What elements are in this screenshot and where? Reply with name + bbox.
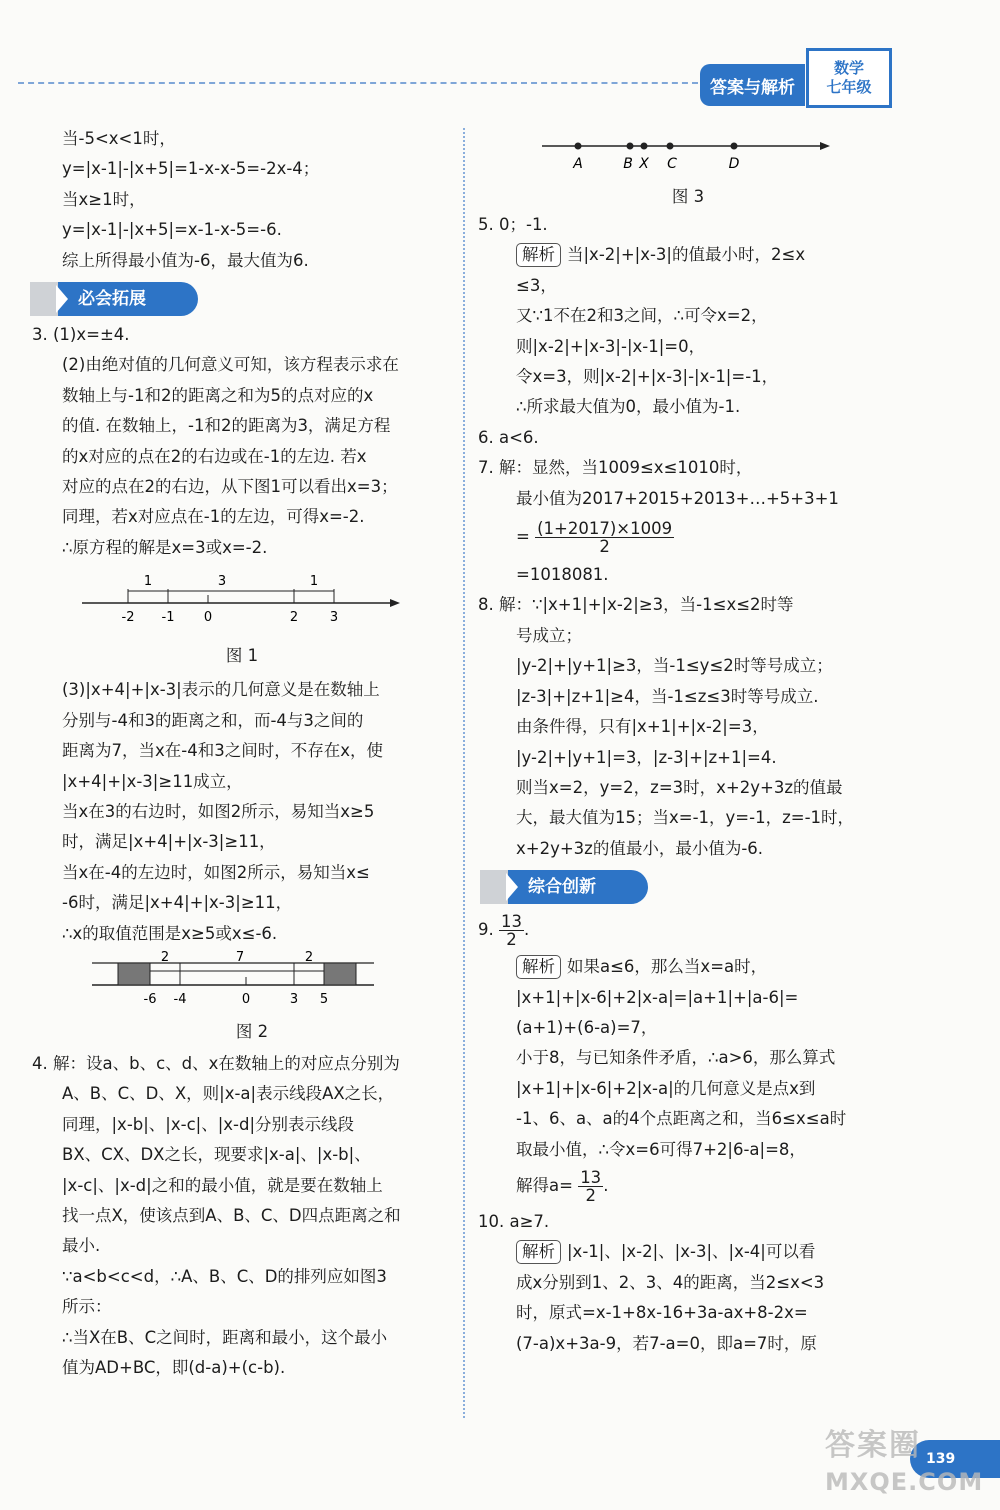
text-line: 解析 当|x-2|+|x-3|的值最小时，2≤x: [478, 240, 898, 270]
text-line: (2)由绝对值的几何意义可知，该方程表示求在: [62, 355, 399, 375]
text-line: 同理，若x对应点在-1的左边，可得x=-2.: [62, 507, 365, 527]
span-label: 3: [217, 574, 227, 590]
text-line: BX、CX、DX之长，现要求|x-a|、|x-b|、: [62, 1145, 371, 1165]
text-line: |y-2|+|y+1|≥3，当-1≤y≤2时等号成立；: [516, 656, 833, 676]
header-grade: 七年级: [826, 78, 872, 96]
text-line: 8. 解：∵|x+1|+|x-2|≥3，当-1≤x≤2时等: [478, 595, 794, 615]
text-line: |x+1|+|x-6|+2|x-a|的几何意义是点x到: [516, 1078, 816, 1098]
text-line: 综上所得最小值为-6，最大值为6.: [62, 250, 309, 270]
text-line: 同理，|x-b|、|x-c|、|x-d|分别表示线段: [62, 1114, 355, 1134]
watermark: [825, 1420, 995, 1506]
right-column: [478, 124, 898, 1359]
section-header-bihui: [30, 282, 200, 316]
chevron-icon: [56, 285, 68, 313]
text-line: ∴当X在B、C之间时，距离和最小，这个最小: [62, 1327, 388, 1347]
jiexi-tag: 解析: [516, 1240, 561, 1264]
text-line: 解析 |x-1|、|x-2|、|x-3|、|x-4|可以看: [478, 1237, 898, 1267]
text-line: 值为AD+BC，即(d-a)+(c-b).: [62, 1358, 286, 1377]
jiexi-tag: 解析: [516, 243, 561, 267]
text-line: 找一点X，使该点到A、B、C、D四点距离之和: [62, 1205, 401, 1225]
text-line: |z-3|+|z+1|≥4，当-1≤z≤3时等号成立.: [516, 686, 819, 706]
span-label: 1: [143, 574, 153, 590]
page-number: 139: [910, 1440, 1000, 1478]
number-line-figure-2: [62, 949, 474, 1017]
section-header-zonghe: [480, 870, 650, 904]
fraction: $\frac{13}{2}$: [501, 912, 522, 950]
text-line: 4. 解：设a、b、c、d、x在数轴上的对应点分别为: [32, 1053, 400, 1073]
jiexi-tag: 解析: [516, 955, 561, 979]
text-line: 解析 如果a≤6，那么当x=a时，: [478, 952, 898, 982]
text-line: |y-2|+|y+1|=3，|z-3|+|z+1|=4.: [516, 747, 777, 767]
text-line: 最小值为2017+2015+2013+…+5+3+1: [516, 488, 839, 508]
point-label: B: [623, 156, 633, 172]
figure-caption: 图 3: [671, 187, 705, 206]
header-tag: 答案与解析: [700, 64, 805, 106]
tick-label: 3: [329, 610, 339, 626]
text-line: (3)|x+4|+|x-3|表示的几何意义是在数轴上: [62, 680, 380, 700]
text-line: 解得a= $\frac{13}{2}$ .: [516, 1167, 609, 1205]
text-line: 最小.: [62, 1236, 101, 1256]
fraction: $\frac{(1+2017)\times 1009}{2}$: [537, 519, 673, 557]
text-line: ≤3，: [516, 275, 557, 295]
text-line: 3. (1)x=±4.: [32, 325, 130, 345]
tick-label: 5: [319, 991, 329, 1007]
tick-label: -6: [143, 991, 157, 1007]
point-label: C: [667, 156, 677, 172]
text-line: 5. 0；-1.: [478, 215, 548, 234]
chevron-icon: [506, 873, 518, 901]
text-line: =1018081.: [516, 565, 609, 585]
figure-1: [42, 563, 454, 675]
column-divider: [463, 128, 465, 1418]
text-line: y=|x-1|-|x+5|=x-1-x-5=-6.: [62, 220, 282, 240]
number-line-figure-3: [478, 128, 898, 178]
text-line: |x-c|、|x-d|之和的最小值，就是要在数轴上: [62, 1175, 383, 1195]
text-line: |x+4|+|x-3|≥11成立，: [62, 771, 243, 791]
text-line: 当x≥1时，: [62, 189, 146, 209]
text-line: 号成立；: [516, 625, 582, 645]
number-line-figure-1: [62, 565, 474, 643]
text-line: 的值. 在数轴上，-1和2的距离为3，满足方程: [62, 416, 391, 436]
section-title: 综合创新: [508, 870, 648, 904]
tick-label: -4: [173, 991, 187, 1007]
text-line: 数轴上与-1和2的距离之和为5的点对应的x: [62, 385, 374, 405]
text-line: 9. $\frac{13}{2}$ .: [478, 912, 530, 950]
watermark-logo: 答案圈: [825, 1428, 921, 1463]
header-subject: 数学: [833, 59, 864, 77]
text-line: |x+1|+|x-6|+2|x-a|=|a+1|+|a-6|=: [516, 987, 799, 1007]
text-line: 对应的点在2的右边，从下图1可以看出x=3；: [62, 477, 398, 497]
text-line: 令x=3，则|x-2|+|x-3|-|x-1|=-1，: [516, 367, 779, 387]
text-line: 分别与-4和3的距离之和，而-4与3之间的: [62, 710, 364, 730]
text-line: 6. a<6.: [478, 427, 539, 447]
point-label: A: [573, 156, 583, 172]
text-line: ∴所求最大值为0，最小值为-1.: [516, 397, 741, 417]
span-label: 7: [235, 949, 245, 965]
text-line: 大，最大值为15；当x=-1，y=-1，z=-1时，: [516, 808, 855, 828]
text-line: 7. 解：显然，当1009≤x≤1010时，: [478, 458, 753, 478]
text-line: 当x在3的右边时，如图2所示，易知当x≥5: [62, 801, 375, 821]
text-line: 则当x=2，y=2，z=3时，x+2y+3z的值最: [516, 777, 843, 797]
tick-label: 2: [289, 610, 299, 626]
text-line: ∴x的取值范围是x≥5或x≤-6.: [62, 923, 278, 943]
text-line: 取最小值，∴令x=6可得7+2|6-a|=8，: [516, 1139, 806, 1159]
text-line: 小于8，与已知条件矛盾，∴a>6，那么算式: [516, 1048, 836, 1068]
header-grade-box: [806, 48, 892, 108]
text-line: 又∵1不在2和3之间，∴可令x=2，: [516, 306, 768, 326]
tick-label: 0: [203, 610, 213, 626]
text-line: ∵a<b<c<d，∴A、B、C、D的排列应如图3: [62, 1266, 387, 1286]
watermark-url: MXQE.COM: [825, 1468, 984, 1496]
text-line: 时，满足|x+4|+|x-3|≥11，: [62, 832, 276, 852]
text-line: 当-5<x<1时，: [62, 129, 176, 148]
figure-caption: 图 2: [235, 1021, 269, 1041]
text-line: 10. a≥7.: [478, 1211, 550, 1231]
figure-2: [42, 949, 454, 1049]
text-line: -6时，满足|x+4|+|x-3|≥11，: [62, 893, 293, 913]
text-line: = $\frac{(1+2017)\times 1009}{2}$: [516, 519, 673, 557]
header-divider: [18, 82, 698, 84]
text-line: (a+1)+(6-a)=7，: [516, 1017, 658, 1037]
figure-caption: 图 1: [225, 646, 259, 666]
text-line: 所示：: [62, 1297, 112, 1317]
text-line: A、B、C、D、X，则|x-a|表示线段AX之长，: [62, 1084, 395, 1104]
point-label: D: [728, 156, 740, 172]
left-column: [32, 124, 454, 1383]
tick-label: -2: [121, 610, 135, 626]
text-line: x+2y+3z的值最小，最小值为-6.: [516, 838, 764, 858]
span-label: 2: [160, 949, 170, 965]
text-line: 则|x-2|+|x-3|-|x-1|=0，: [516, 336, 706, 356]
text-line: ∴原方程的解是x=3或x=-2.: [62, 537, 268, 557]
text-line: y=|x-1|-|x+5|=1-x-x-5=-2x-4；: [62, 159, 320, 179]
point-label: X: [639, 156, 649, 172]
text-line: 成x分别到1、2、3、4的距离，当2≤x<3: [516, 1272, 825, 1292]
text-line: 距离为7，当x在-4和3之间时，不存在x，使: [62, 741, 383, 761]
tick-label: 0: [241, 991, 251, 1007]
span-label: 2: [304, 949, 314, 965]
text-line: (7-a)x+3a-9，若7-a=0，即a=7时，原: [516, 1333, 817, 1353]
tick-label: -1: [161, 610, 175, 626]
figure-3: [478, 124, 898, 210]
tick-label: 3: [289, 991, 299, 1007]
text-line: -1、6、a、a的4个点距离之和，当6≤x≤a时: [516, 1109, 847, 1129]
fraction: $\frac{13}{2}$: [580, 1167, 602, 1205]
section-title: 必会拓展: [58, 282, 198, 316]
text-line: 的x对应的点在2的右边或在-1的左边. 若x: [62, 446, 367, 466]
span-label: 1: [309, 574, 319, 590]
text-line: 当x在-4的左边时，如图2所示，易知当x≤: [62, 862, 370, 882]
text-line: 由条件得，只有|x+1|+|x-2|=3，: [516, 717, 769, 737]
text-line: 时，原式=x-1+8x-16+3a-ax+8-2x=: [516, 1303, 808, 1323]
